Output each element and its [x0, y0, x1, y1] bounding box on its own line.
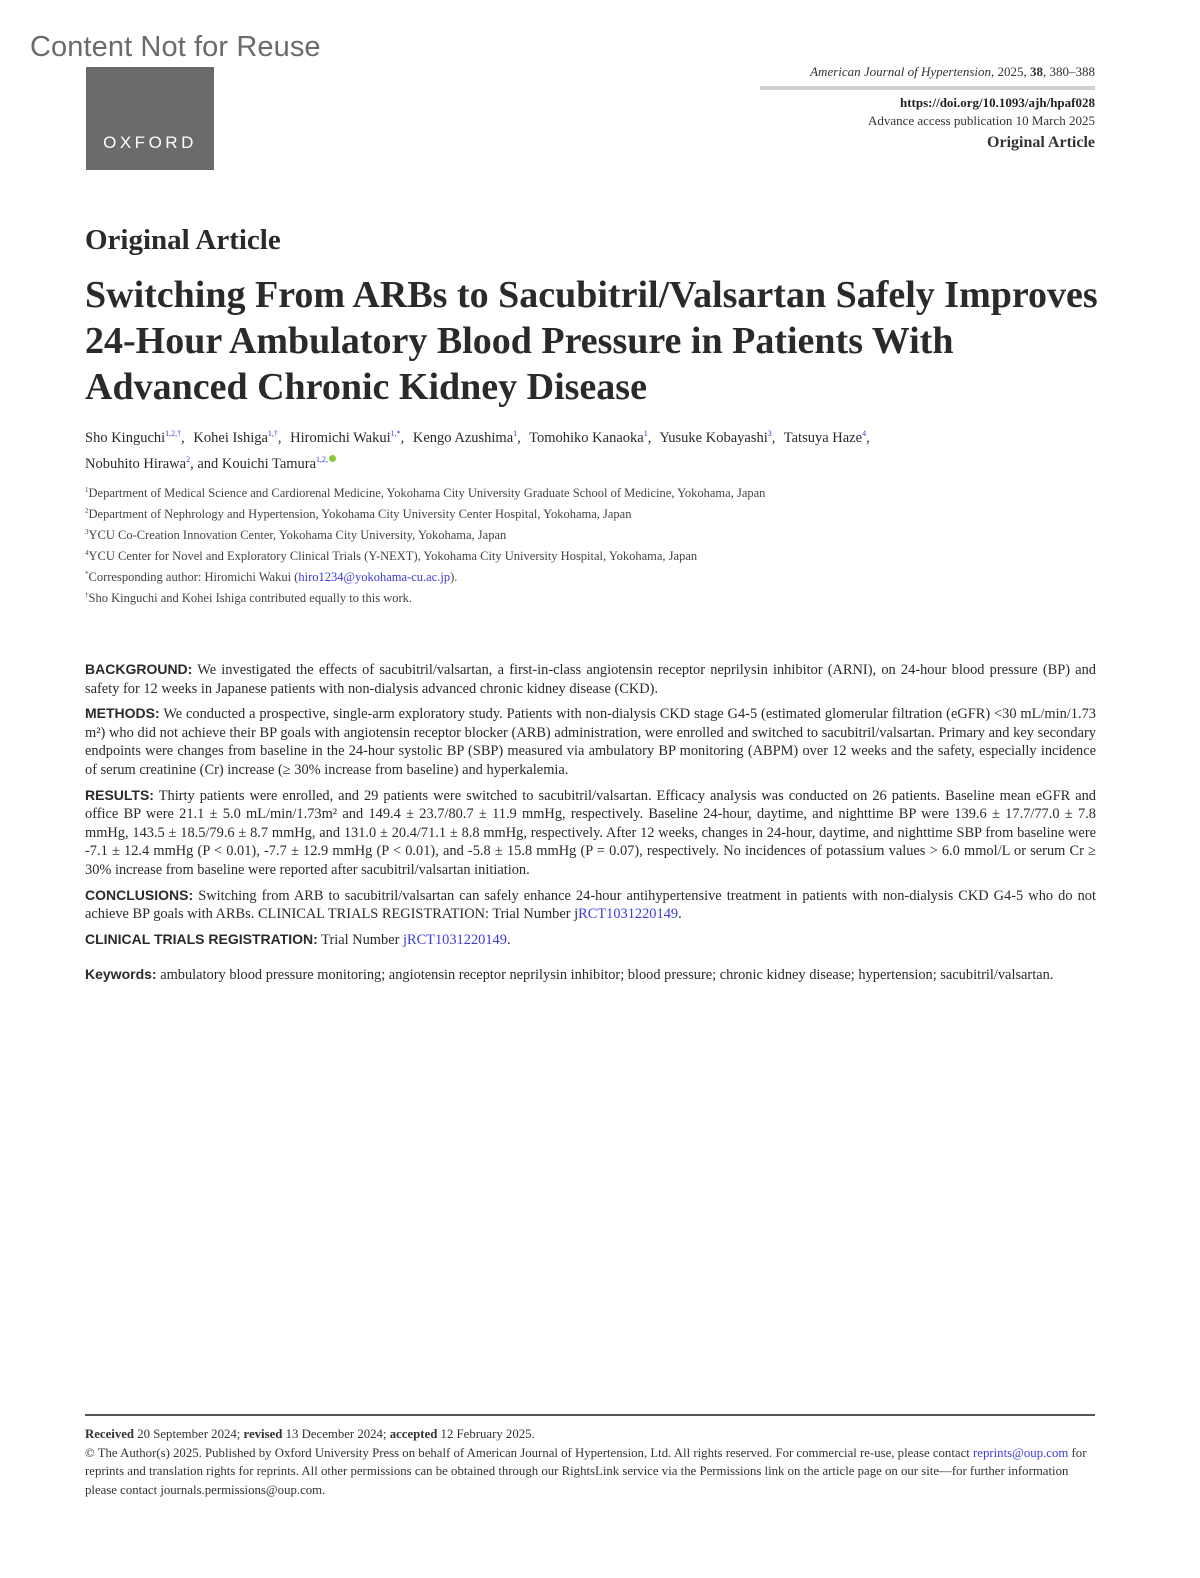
author[interactable]: Sho Kinguchi$^{1,2,\dagger}$ — [85, 429, 182, 446]
doi-link[interactable]: https://doi.org/10.1093/ajh/hpaf028 — [899, 95, 1095, 110]
journal-volume: 38 — [1030, 64, 1043, 79]
trial-link[interactable]: RCT1031220149 — [578, 906, 679, 923]
author[interactable]: Kohei Ishiga$^{1,\dagger}$ — [193, 429, 278, 446]
oxford-logo — [86, 67, 214, 170]
journal-name: American Journal of Hypertension — [810, 64, 991, 79]
author[interactable]: Kouichi Tamura$^{1,2,}$ — [222, 456, 336, 472]
footer-rule — [85, 1414, 1095, 1416]
journal-citation: American Journal of Hypertension, 2025, 38, 380–388 — [810, 64, 1095, 79]
affiliation: $^3$YCU Co-Creation Innovation Center, Yokohama City University, Yokohama, Japan — [85, 528, 507, 542]
watermark: Content Not for Reuse — [30, 31, 321, 63]
abstract-background: BACKGROUND: We investigated the effects of sacubitril/valsartan, a first-in-class angiotensin receptor neprilysin inhibitor (ARNI), on 24-hour blood pressure (BP) and safety for 12 weeks in Japanese patients with non-dialysis advanced chronic kidney disease (CKD). — [85, 661, 1096, 697]
authors-and: and — [197, 456, 219, 472]
keywords: Keywords: ambulatory blood pressure monitoring; angiotensin receptor neprilysin inhibitor; blood pressure; chronic kidney disease; hypertension; sacubitril/valsartan. — [85, 966, 1054, 984]
dates-line: Received 20 September 2024; revised 13 December 2024; accepted 12 February 2025. — [85, 1427, 535, 1441]
abstract-registration: CLINICAL TRIALS REGISTRATION: Trial Number jRCT1031220149. — [85, 930, 511, 948]
header-rule — [760, 86, 1095, 90]
footer — [85, 1425, 1096, 1499]
corresponding-note: *Corresponding author: Hiromichi Wakui (hiro1234@yokohama-cu.ac.jp). — [85, 570, 458, 584]
advance-access: Advance access publication 10 March 2025 — [867, 113, 1095, 128]
orcid-icon[interactable] — [329, 455, 336, 462]
affiliation: $^1$Department of Medical Science and Cardiorenal Medicine, Yokohama City University Graduate School of Medicine, Yokohama, Japan — [85, 486, 766, 500]
affiliations — [85, 481, 765, 565]
author[interactable]: Tomohiko Kanaoka$^1$ — [529, 429, 648, 446]
affiliation: $^2$Department of Nephrology and Hypertension, Yokohama City University Center Hospital, Yokohama, Japan — [85, 507, 632, 521]
affiliation: $^4$YCU Center for Novel and Exploratory Clinical Trials (Y-NEXT), Yokohama City University Hospital, Yokohama, Japan — [85, 549, 698, 563]
author-list: Sho Kinguchi$^{1,2,\dagger}$, Kohei Ishiga$^{1,\dagger}$, Hiromichi Wakui$^{1,*}$, Kengo Azushima$^1$, Tomohiko Kanaoka$^1$, Yusuke Kobayashi$^3$, Tatsuya Haze$^4$, Nobuhito Hirawa$^2$, and Kouichi Tamura$^{1,2,}$ — [85, 429, 870, 472]
abstract — [85, 660, 1096, 991]
trial-registration-link[interactable]: jRCT1031220149 — [402, 931, 507, 948]
author[interactable]: Yusuke Kobayashi$^3$ — [659, 429, 772, 446]
article-title: Switching From ARBs to Sacubitril/Valsartan Safely Improves 24-Hour Ambulatory Blood Pressure in Patients With Advanced Chronic Kidney Disease — [85, 274, 1098, 408]
article-type: Original Article — [85, 224, 281, 256]
equal-contribution-note: †Sho Kinguchi and Kohei Ishiga contributed equally to this work. — [85, 591, 413, 605]
abstract-methods: METHODS: We conducted a prospective, single-arm exploratory study. Patients with non-dialysis CKD stage G4-5 (estimated glomerular filtration (eGFR) <30 mL/min/1.73 m²) who did not achieve their BP goals with angiotensin receptor blocker (ARB) administration, were enrolled and switched to sacubitril/valsartan. Primary and key secondary endpoints were changes from baseline in the 24-hour systolic BP (SBP) measured via ambulatory BP monitoring (ABPM) over 12 weeks and the safety, especially incidence of serum creatinine (Cr) increase (≥ 30% increase from baseline) and hyperkalemia. — [85, 705, 1096, 778]
header-article-type: Original Article — [987, 134, 1095, 151]
copyright: © The Author(s) 2025. Published by Oxford University Press on behalf of American Journal of Hypertension, Ltd. All rights reserved. For commercial re-use, please contact reprints@oup.com for reprints and translation rights for reprints. All other permissions can be obtained through our RightsLink service via the Permissions link on the article page on our site—for further information please contact journals.permissions@oup.com. — [85, 1445, 1087, 1497]
author[interactable]: Nobuhito Hirawa$^2$ — [85, 455, 191, 472]
journal-year: 2025 — [997, 64, 1024, 79]
author[interactable]: Tatsuya Haze$^4$ — [783, 429, 867, 446]
author-notes — [85, 565, 457, 607]
abstract-results: RESULTS: Thirty patients were enrolled, and 29 patients were switched to sacubitril/valsartan. Efficacy analysis was conducted on 26 patients. Baseline mean eGFR and office BP were 21.1 ± 5.0 mL/min/1.73m² and 149.4 ± 23.7/80.7 ± 11.9 mmHg, respectively. Baseline 24-hour, daytime, and nighttime BP were 139.6 ± 17.7/77.0 ± 7.8 mmHg, 143.5 ± 18.5/79.6 ± 8.7 mmHg, and 131.0 ± 20.4/71.1 ± 8.8 mmHg, respectively. After 12 weeks, changes in 24-hour, daytime, and nighttime SBP from baseline were -7.1 ± 12.4 mmHg (P < 0.01), -7.7 ± 12.9 mmHg (P < 0.01), and -5.8 ± 15.8 mmHg (P = 0.07), respectively. No incidences of potassium values > 6.0 mmol/L or serum Cr ≥ 30% increase from baseline were reported after sacubitril/valsartan initiation. — [85, 786, 1096, 878]
logo-text: OXFORD — [103, 133, 197, 152]
corresponding-email-link[interactable]: hiro1234@yokohama-cu.ac.jp — [298, 570, 451, 584]
author[interactable]: Hiromichi Wakui$^{1,*}$ — [290, 429, 401, 446]
author[interactable]: Kengo Azushima$^1$ — [412, 429, 518, 446]
journal-pages: 380–388 — [1049, 64, 1095, 79]
abstract-conclusions: CONCLUSIONS: Switching from ARB to sacubitril/valsartan can safely enhance 24-hour antihypertensive treatment in patients with non-dialysis CKD G4-5 who do not achieve BP goals with ARBs. CLINICAL TRIALS REGISTRATION: Trial Number jRCT1031220149. — [85, 886, 1096, 923]
reprints-email-link[interactable]: reprints@oup.com — [973, 1445, 1069, 1460]
